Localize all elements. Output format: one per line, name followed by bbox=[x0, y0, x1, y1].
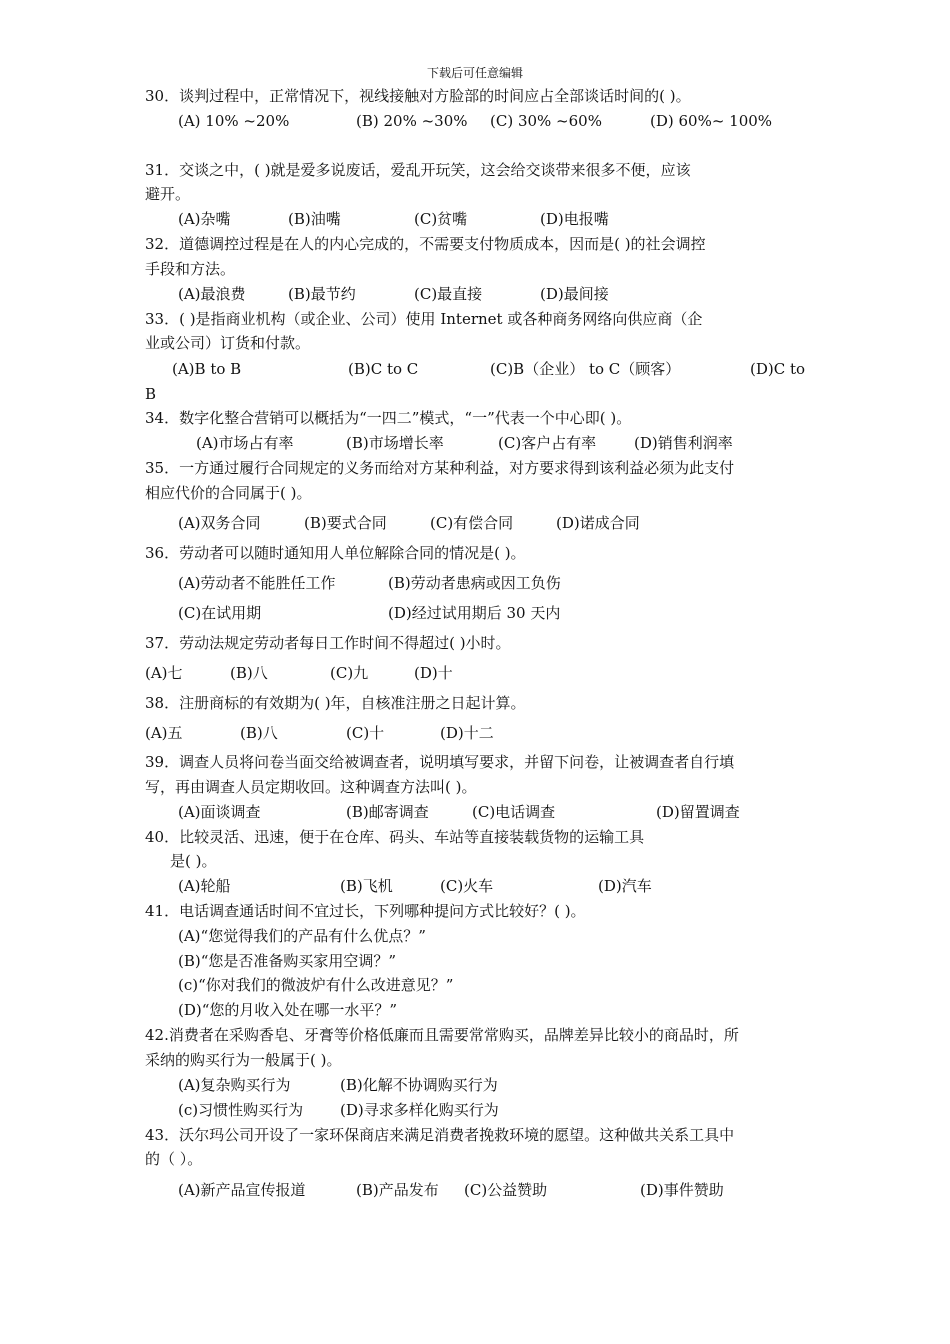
q34-option-a: (A)市场占有率 bbox=[196, 434, 294, 452]
question-43-text-cont: 的（ ）。 bbox=[145, 1150, 203, 1168]
q42-option-d: (D)寻求多样化购买行为 bbox=[340, 1101, 499, 1119]
question-31-text-cont: 避开。 bbox=[145, 185, 191, 203]
q40-option-c: (C)火车 bbox=[440, 877, 494, 895]
question-32-text-cont: 手段和方法。 bbox=[145, 260, 236, 278]
q31-option-d: (D)电报嘴 bbox=[540, 210, 609, 228]
page-header: 下载后可任意编辑 bbox=[426, 66, 523, 80]
question-35-text: 35．一方通过履行合同规定的义务而给对方某种利益，对方要求得到该利益必须为此支付 bbox=[145, 459, 735, 477]
q33-option-d: (D)C to bbox=[750, 360, 806, 378]
q40-option-a: (A)轮船 bbox=[178, 877, 231, 895]
q42-option-c: (c)习惯性购买行为 bbox=[178, 1101, 304, 1119]
q33-option-d-wrap: B bbox=[145, 385, 157, 403]
q32-option-d: (D)最间接 bbox=[540, 285, 609, 303]
q39-option-c: (C)电话调查 bbox=[472, 803, 556, 821]
q40-option-b: (B)飞机 bbox=[340, 877, 393, 895]
q41-option-b: (B)“您是否准备购买家用空调？” bbox=[178, 952, 397, 970]
q38-option-a: (A)五 bbox=[145, 724, 183, 742]
q33-option-b: (B)C to C bbox=[348, 360, 419, 378]
question-38-text: 38．注册商标的有效期为( )年，自核准注册之日起计算。 bbox=[145, 694, 526, 712]
q37-option-d: (D)十 bbox=[414, 664, 453, 682]
q43-option-a: (A)新产品宣传报道 bbox=[178, 1181, 306, 1199]
q30-option-c: (C) 30% ~60% bbox=[490, 112, 602, 130]
q42-option-b: (B)化解不协调购买行为 bbox=[340, 1076, 498, 1094]
q36-option-b: (B)劳动者患病或因工负伤 bbox=[388, 574, 561, 592]
q41-option-a: (A)“您觉得我们的产品有什么优点？” bbox=[178, 927, 426, 945]
q38-option-d: (D)十二 bbox=[440, 724, 494, 742]
question-36-text: 36．劳动者可以随时通知用人单位解除合同的情况是( )。 bbox=[145, 544, 526, 562]
question-39-text: 39．调查人员将问卷当面交给被调查者，说明填写要求，并留下问卷，让被调查者自行填 bbox=[145, 753, 735, 771]
question-32-text: 32．道德调控过程是在人的内心完成的，不需要支付物质成本，因而是( )的社会调控 bbox=[145, 235, 706, 253]
q42-option-a: (A)复杂购买行为 bbox=[178, 1076, 291, 1094]
q34-option-c: (C)客户占有率 bbox=[498, 434, 597, 452]
q43-option-d: (D)事件赞助 bbox=[640, 1181, 724, 1199]
q35-option-c: (C)有偿合同 bbox=[430, 514, 514, 532]
q33-option-a: (A)B to B bbox=[172, 360, 242, 378]
q30-option-b: (B) 20% ~30% bbox=[356, 112, 468, 130]
question-31-text: 31．交谈之中，( )就是爱多说废话，爱乱开玩笑，这会给交谈带来很多不便，应该 bbox=[145, 161, 691, 179]
q31-option-c: (C)贫嘴 bbox=[414, 210, 468, 228]
q38-option-b: (B)八 bbox=[240, 724, 278, 742]
q39-option-d: (D)留置调查 bbox=[656, 803, 740, 821]
question-41-text: 41．电话调查通话时间不宜过长，下列哪种提问方式比较好？( )。 bbox=[145, 902, 586, 920]
question-30-text: 30．谈判过程中，正常情况下，视线接触对方脸部的时间应占全部谈话时间的( )。 bbox=[145, 87, 691, 105]
q31-option-b: (B)油嘴 bbox=[288, 210, 341, 228]
q30-option-a: (A) 10% ~20% bbox=[178, 112, 290, 130]
q39-option-b: (B)邮寄调查 bbox=[346, 803, 429, 821]
q36-option-d: (D)经过试用期后 30 天内 bbox=[388, 604, 561, 622]
q32-option-b: (B)最节约 bbox=[288, 285, 356, 303]
q36-option-c: (C)在试用期 bbox=[178, 604, 262, 622]
question-42-text: 42.消费者在采购香皂、牙膏等价格低廉而且需要常常购买，品牌差异比较小的商品时，所 bbox=[145, 1026, 739, 1044]
q31-option-a: (A)杂嘴 bbox=[178, 210, 231, 228]
q37-option-a: (A)七 bbox=[145, 664, 183, 682]
question-40-text: 40．比较灵活、迅速，便于在仓库、码头、车站等直接装载货物的运输工具 bbox=[145, 828, 645, 846]
q35-option-a: (A)双务合同 bbox=[178, 514, 261, 532]
q37-option-c: (C)九 bbox=[330, 664, 369, 682]
q40-option-d: (D)汽车 bbox=[598, 877, 652, 895]
question-37-text: 37．劳动法规定劳动者每日工作时间不得超过( )小时。 bbox=[145, 634, 511, 652]
question-33-text: 33．( )是指商业机构（或企业、公司）使用 Internet 或各种商务网络向供应商（企 bbox=[145, 310, 703, 328]
q33-option-c: (C)B（企业） to C（顾客） bbox=[490, 360, 681, 378]
q36-option-a: (A)劳动者不能胜任工作 bbox=[178, 574, 336, 592]
q35-option-d: (D)诺成合同 bbox=[556, 514, 640, 532]
q34-option-d: (D)销售利润率 bbox=[634, 434, 733, 452]
question-40-text-cont: 是( )。 bbox=[170, 852, 217, 870]
q35-option-b: (B)要式合同 bbox=[304, 514, 387, 532]
q37-option-b: (B)八 bbox=[230, 664, 268, 682]
question-35-text-cont: 相应代价的合同属于( )。 bbox=[145, 484, 312, 502]
q43-option-b: (B)产品发布 bbox=[356, 1181, 439, 1199]
q34-option-b: (B)市场增长率 bbox=[346, 434, 444, 452]
q32-option-a: (A)最浪费 bbox=[178, 285, 246, 303]
question-39-text-cont: 写，再由调查人员定期收回。这种调查方法叫( )。 bbox=[145, 778, 477, 796]
q43-option-c: (C)公益赞助 bbox=[464, 1181, 548, 1199]
q30-option-d: (D) 60%~ 100% bbox=[650, 112, 773, 130]
question-43-text: 43．沃尔玛公司开设了一家环保商店来满足消费者挽救环境的愿望。这种做共关系工具中 bbox=[145, 1126, 735, 1144]
q41-option-c: (c)“你对我们的微波炉有什么改进意见？” bbox=[178, 976, 454, 994]
question-34-text: 34．数字化整合营销可以概括为“一四二”模式，“一”代表一个中心即( )。 bbox=[145, 409, 632, 427]
q39-option-a: (A)面谈调查 bbox=[178, 803, 261, 821]
question-33-text-cont: 业或公司）订货和付款。 bbox=[145, 334, 311, 352]
question-42-text-cont: 采纳的购买行为一般属于( )。 bbox=[145, 1051, 342, 1069]
q38-option-c: (C)十 bbox=[346, 724, 385, 742]
q41-option-d: (D)“您的月收入处在哪一水平？” bbox=[178, 1001, 398, 1019]
q32-option-c: (C)最直接 bbox=[414, 285, 483, 303]
